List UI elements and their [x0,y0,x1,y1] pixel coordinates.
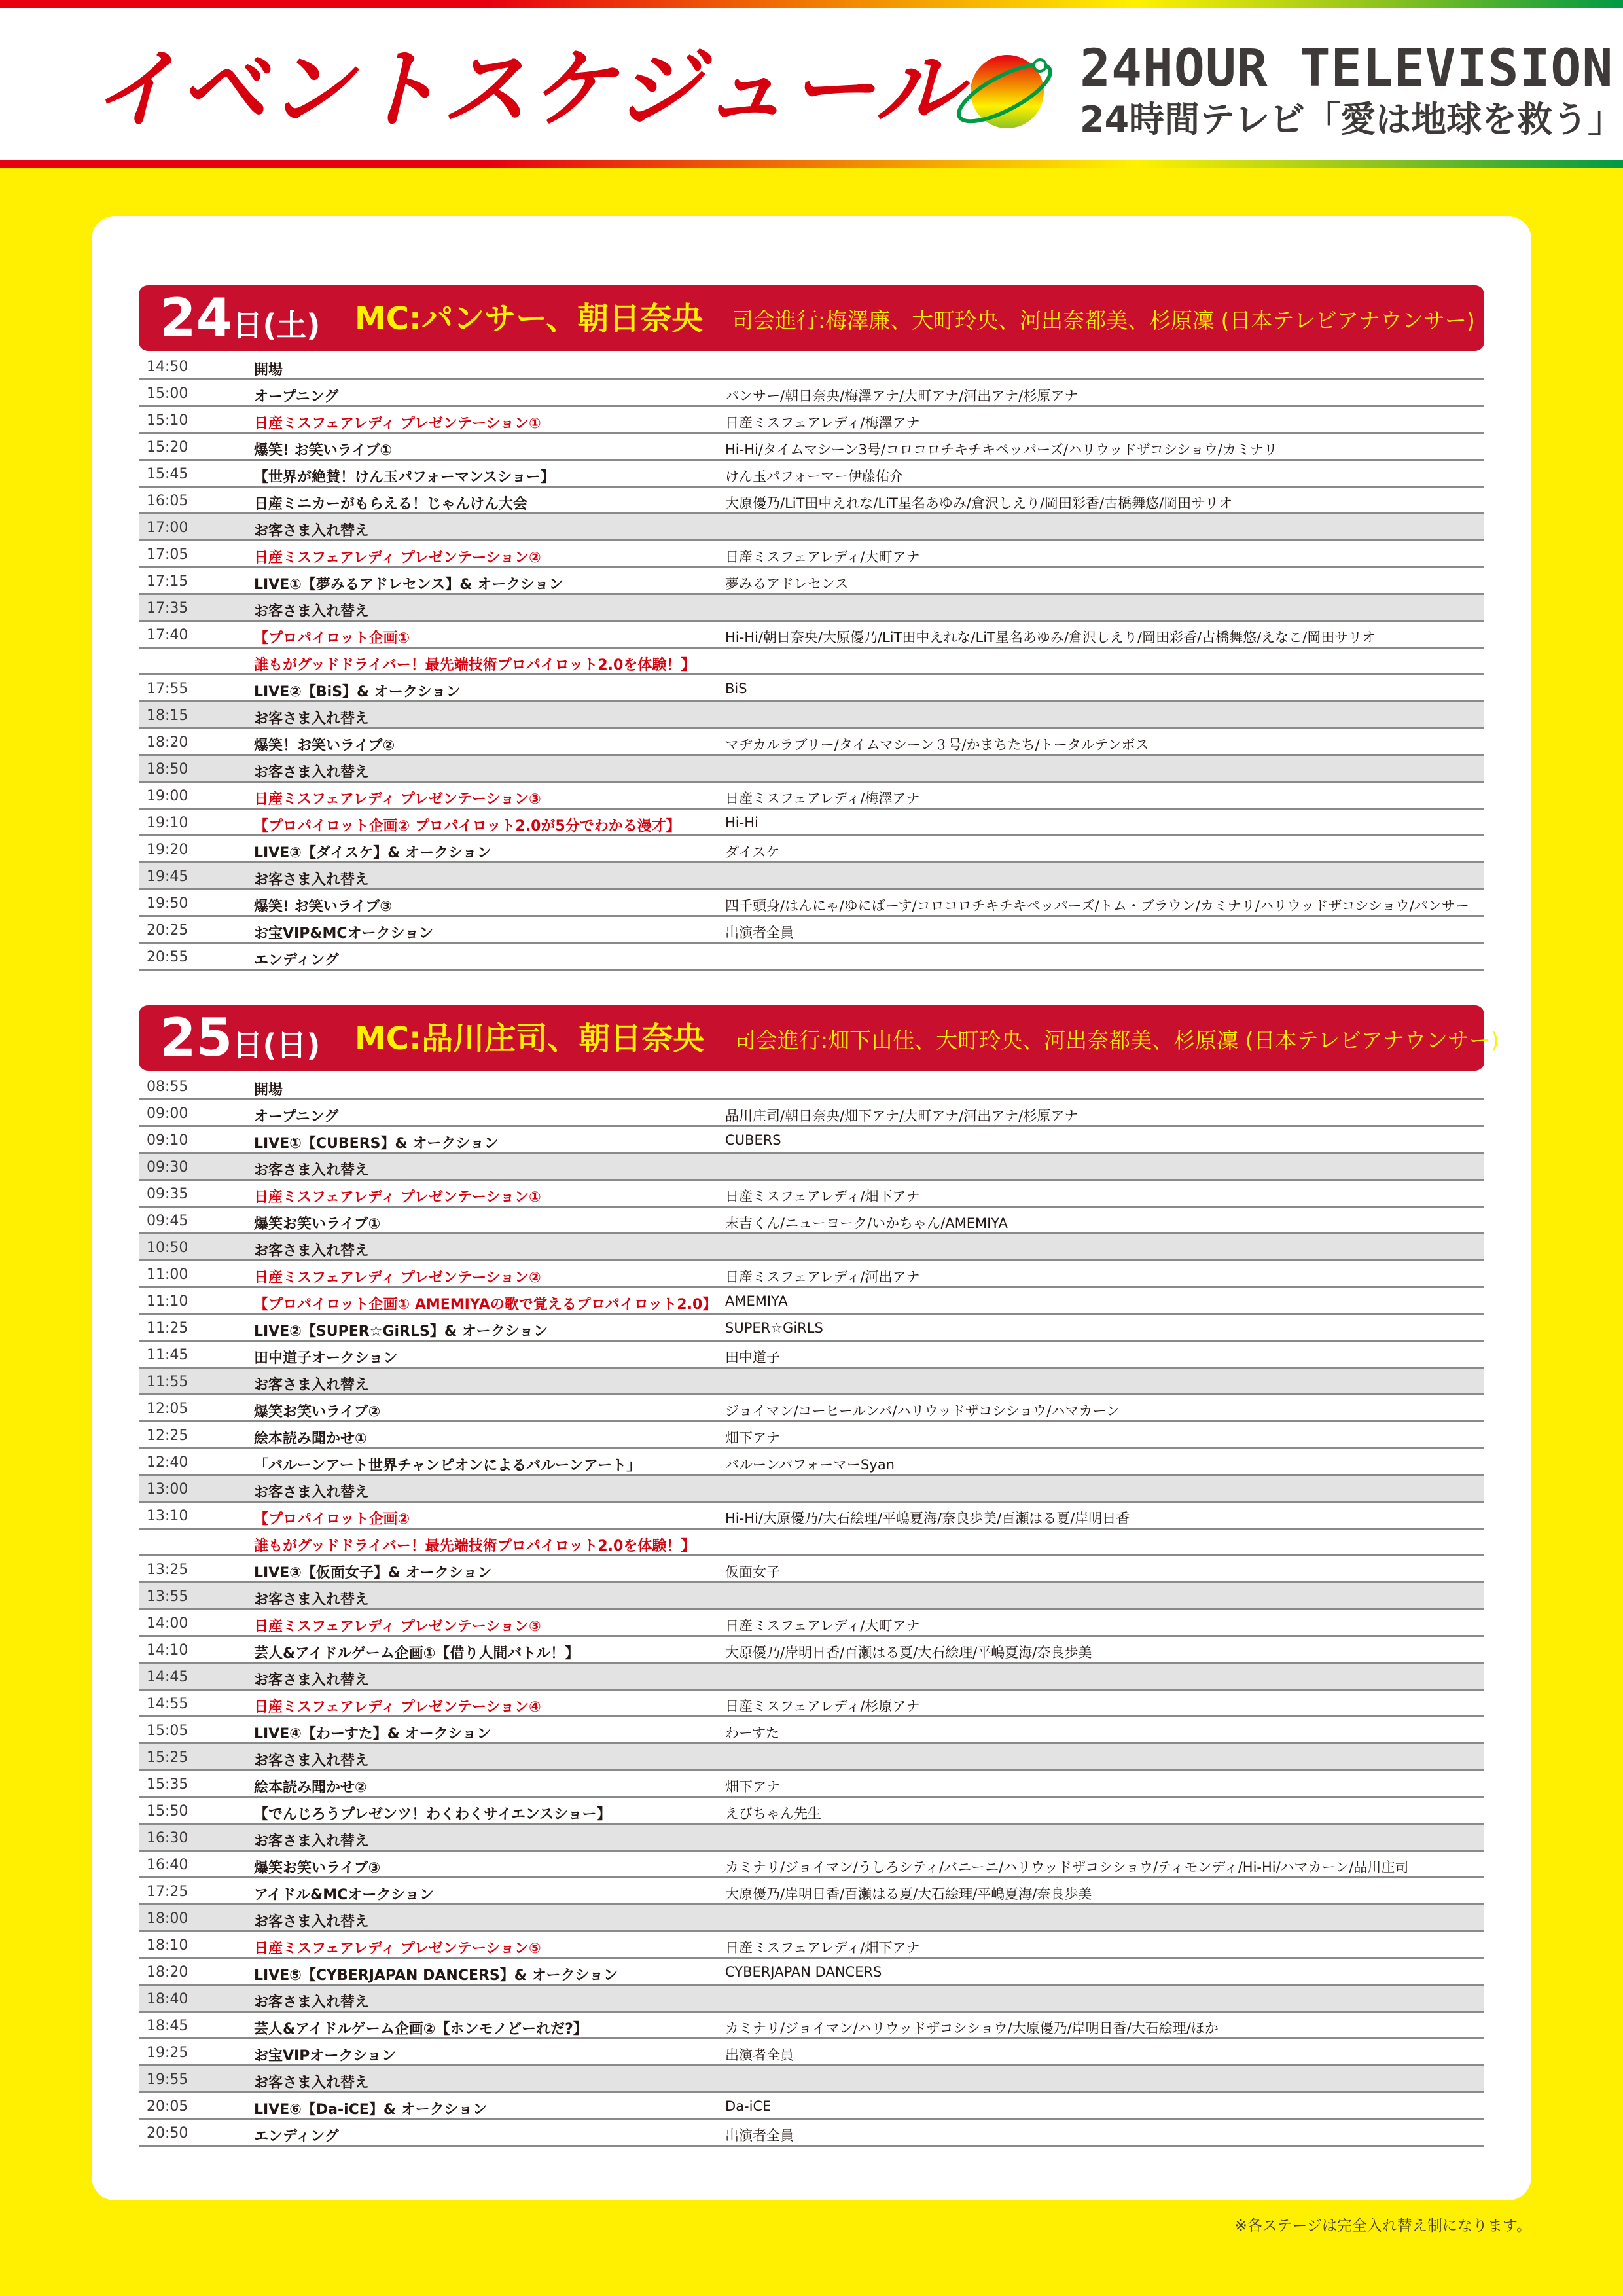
row-time: 12:25 [147,1427,188,1444]
row-program: お客さま入れ替え [254,603,370,620]
row-time: 20:05 [147,2098,188,2115]
date-label [160,288,320,355]
row-program: 開場 [254,1082,283,1098]
table-row [139,649,1484,675]
table-row [139,1503,1484,1530]
row-cast: 日産ミスフェアレディ/大町アナ [725,549,920,565]
row-cast: SUPER☆GiRLS [725,1320,823,1336]
table-row [139,1825,1484,1852]
row-program: 田中道子オークション [254,1350,398,1367]
table-row [139,1905,1484,1932]
row-cast: えびちゃん先生 [725,1806,821,1821]
table-row [139,1369,1484,1395]
row-program: お客さま入れ替え [254,1484,370,1501]
page-title: イベントスケジュール [92,39,963,140]
row-time: 18:40 [147,1991,188,2007]
row-program: LIVE②【BiS】& オークション [254,684,461,700]
table-row [139,1637,1484,1664]
table-row [139,1208,1484,1234]
footer-note: ※各ステージは完全入れ替え制になります。 [1234,2217,1531,2234]
row-cast: Da-iCE [725,2098,772,2114]
row-time: 18:15 [147,708,188,724]
brand-block [1080,39,1623,143]
row-program: 芸人&アイドルゲーム企画①【借り人間バトル！】 [254,1645,579,1662]
table-row [139,702,1484,729]
row-cast: 大原優乃/岸明日香/百瀬はる夏/大石絵理/平嶋夏海/奈良歩美 [725,1886,1092,1902]
row-cast: 仮面女子 [725,1564,780,1580]
row-program: エンディング [254,952,339,969]
row-program: お客さま入れ替え [254,1592,370,1608]
row-time: 18:20 [147,1964,188,1981]
table-row [139,917,1484,944]
row-program: LIVE③【ダイスケ】& オークション [254,845,491,861]
row-cast: 日産ミスフェアレディ/畑下アナ [725,1189,920,1204]
row-time: 17:05 [147,547,188,563]
row-cast: Hi-Hi/朝日奈央/大原優乃/LiT田中えれな/LiT星名あゆみ/倉沢しえり/岡田彩香/古橋舞悠/えなこ/岡田サリオ [725,630,1376,645]
row-time: 18:50 [147,761,188,778]
schedule-table [139,1073,1484,2147]
row-time: 17:35 [147,600,188,617]
row-time: 15:10 [147,412,188,429]
table-row [139,514,1484,541]
row-program: お客さま入れ替え [254,1994,370,2011]
row-time: 10:50 [147,1240,188,1256]
row-time: 11:25 [147,1320,188,1336]
row-program: 日産ミニカーがもらえる！じゃんけん大会 [254,496,528,512]
row-program: 開場 [254,362,283,378]
brand-english: 24HOUR TELEVISION [1080,39,1614,98]
table-row [139,407,1484,434]
row-cast: 大原優乃/LiT田中えれな/LiT星名あゆみ/倉沢しえり/岡田彩香/古橋舞悠/岡田サリオ [725,495,1232,511]
row-cast: Hi-Hi/大原優乃/大石絵理/平嶋夏海/奈良歩美/百瀬はる夏/岸明日香 [725,1511,1130,1526]
mc-label: MC:パンサー、朝日奈央 [355,300,704,337]
row-time: 15:25 [147,1749,188,1766]
date-label [160,1008,320,1075]
row-program: LIVE⑥【Da-iCE】& オークション [254,2102,488,2118]
row-time: 11:55 [147,1374,188,1390]
row-time: 14:55 [147,1696,188,1712]
row-time: 13:55 [147,1588,188,1605]
row-program: 日産ミスフェアレディ プレゼンテーション④ [254,1699,541,1715]
schedule-table [139,353,1484,971]
row-time: 19:25 [147,2045,188,2061]
row-cast: Hi-Hi [725,815,758,831]
mc-label: MC:品川庄司、朝日奈央 [355,1020,705,1057]
row-time: 17:40 [147,627,188,643]
day-header [139,285,1484,351]
table-row [139,1181,1484,1208]
row-program: 絵本読み聞かせ① [254,1431,367,1447]
table-row [139,622,1484,649]
row-time: 17:15 [147,573,188,590]
earth-logo-icon [952,46,1057,137]
row-program: 日産ミスフェアレディ プレゼンテーション② [254,1270,541,1286]
row-program: 日産ミスフェアレディ プレゼンテーション① [254,416,541,432]
table-row [139,1395,1484,1422]
row-cast: 出演者全員 [725,2047,794,2063]
row-time: 13:10 [147,1508,188,1524]
row-cast: 日産ミスフェアレディ/梅澤アナ [725,791,920,806]
row-program: お宝VIPオークション [254,2048,396,2064]
row-time: 19:20 [147,842,188,858]
row-program: お客さま入れ替え [254,1243,370,1259]
brand-japanese: 24時間テレビ「愛は地球を救う」 [1080,99,1623,140]
date-number: 24 [160,287,233,348]
day-header [139,1005,1499,1071]
row-program: 【プロパイロット企画② プロパイロット2.0が5分でわかる漫才】 [254,818,681,834]
table-row [139,1932,1484,1959]
row-program: オープニング [254,389,339,405]
row-program: LIVE③【仮面女子】& オークション [254,1565,492,1581]
page-header [0,8,1623,160]
header-rainbow-stripe [0,160,1623,168]
row-cast: わーすた [725,1725,779,1741]
row-cast: 日産ミスフェアレディ/杉原アナ [725,1698,920,1714]
table-row [139,1315,1484,1342]
row-program: 日産ミスフェアレディ プレゼンテーション③ [254,791,541,808]
table-row [139,1530,1484,1556]
row-program: お客さま入れ替え [254,711,370,727]
row-cast: CUBERS [725,1132,781,1148]
row-cast: 四千頭身/はんにゃ/ゆにばーす/コロコロチキチキペッパーズ/トム・ブラウン/カミナリ/ハリウッドザコシショウ/パンサー [725,898,1469,914]
row-time: 16:30 [147,1830,188,1846]
row-program: 誰もがグッドドライバー！最先端技術プロパイロット2.0を体験！】 [254,657,696,673]
row-time: 20:55 [147,949,188,965]
date-weekday: 日(日) [232,1028,321,1063]
date-number: 25 [160,1007,233,1068]
table-row [139,836,1484,863]
table-row [139,380,1484,407]
table-row [139,1610,1484,1637]
table-row [139,2066,1484,2093]
table-row [139,1288,1484,1315]
row-cast: 日産ミスフェアレディ/畑下アナ [725,1940,920,1956]
host-label: 司会進行:畑下由佳、大町玲央、河出奈都美、杉原凜 (日本テレビアナウンサー) [734,1028,1499,1053]
table-row [139,595,1484,622]
table-row [139,890,1484,917]
row-program: 【プロパイロット企画② [254,1511,410,1528]
row-cast: 末吉くん/ニューヨーク/いかちゃん/AMEMIYA [725,1215,1008,1231]
row-time: 15:05 [147,1723,188,1739]
row-time: 14:00 [147,1615,188,1632]
table-row [139,1449,1484,1476]
row-time: 15:35 [147,1776,188,1793]
table-row [139,1422,1484,1449]
top-rainbow-stripe [0,0,1623,8]
table-row [139,541,1484,568]
row-cast: 日産ミスフェアレディ/大町アナ [725,1618,920,1634]
row-cast: AMEMIYA [725,1293,788,1309]
table-row [139,1261,1484,1288]
table-row [139,810,1484,836]
table-row [139,729,1484,756]
table-row [139,568,1484,595]
row-time: 17:55 [147,681,188,697]
row-cast: CYBERJAPAN DANCERS [725,1964,882,1980]
row-program: オープニング [254,1109,339,1125]
table-row [139,1691,1484,1717]
table-row [139,1234,1484,1261]
row-time: 11:45 [147,1347,188,1363]
row-cast: カミナリ/ジョイマン/ハリウッドザコシショウ/大原優乃/岸明日香/大石絵理/ほか [725,2020,1219,2036]
table-row [139,1583,1484,1610]
row-time: 12:40 [147,1454,188,1471]
row-time: 09:00 [147,1105,188,1122]
table-row [139,1476,1484,1503]
table-row [139,944,1484,971]
row-time: 16:40 [147,1857,188,1873]
row-time: 19:50 [147,895,188,912]
row-program: 爆笑! お笑いライブ③ [254,899,392,915]
row-program: お客さま入れ替え [254,1672,370,1689]
row-time: 17:00 [147,520,188,536]
row-program: お客さま入れ替え [254,523,370,539]
host-label: 司会進行:梅澤廉、大町玲央、河出奈都美、杉原凜 (日本テレビアナウンサー) [732,308,1475,333]
row-program: お客さま入れ替え [254,1753,370,1769]
table-row [139,1986,1484,2013]
day-section-25 [139,1005,1499,2147]
row-program: 【世界が絶賛！けん玉パフォーマンスショー】 [254,469,555,486]
row-program: エンディング [254,2128,339,2145]
table-row [139,1959,1484,1986]
table-row [139,353,1484,380]
row-time: 18:45 [147,2018,188,2034]
row-cast: 日産ミスフェアレディ/梅澤アナ [725,415,920,431]
row-cast: 畑下アナ [725,1779,780,1795]
table-row [139,1556,1484,1583]
row-cast: BiS [725,681,747,696]
row-cast: 出演者全員 [725,925,794,941]
table-row [139,1798,1484,1825]
row-program: お客さま入れ替え [254,1162,370,1179]
row-time: 09:35 [147,1186,188,1202]
row-time: 09:45 [147,1213,188,1229]
row-time: 19:45 [147,869,188,885]
row-cast: 田中道子 [725,1350,780,1365]
row-time: 09:30 [147,1159,188,1175]
table-row [139,488,1484,514]
row-cast: ジョイマン/コーヒールンバ/ハリウッドザコシショウ/ハマカーン [725,1403,1120,1419]
row-program: 爆笑お笑いライブ② [254,1404,381,1420]
row-program: 【でんじろうプレゼンツ！わくわくサイエンスショー】 [254,1806,611,1823]
row-program: LIVE②【SUPER☆GiRLS】& オークション [254,1323,548,1340]
row-program: お宝VIP&MCオークション [254,925,434,942]
row-program: 芸人&アイドルゲーム企画②【ホンモノどーれだ?】 [254,2021,588,2037]
table-row [139,1664,1484,1691]
table-row [139,1771,1484,1798]
row-cast: 夢みるアドレセンス [725,576,849,592]
row-program: 日産ミスフェアレディ プレゼンテーション① [254,1189,541,1206]
row-program: お客さま入れ替え [254,872,370,888]
row-time: 08:55 [147,1079,188,1095]
row-time: 11:10 [147,1293,188,1310]
table-row [139,2120,1484,2147]
row-program: 絵本読み聞かせ② [254,1780,367,1796]
table-row [139,1342,1484,1369]
row-time: 13:00 [147,1481,188,1498]
row-time: 13:25 [147,1562,188,1578]
table-row [139,1852,1484,1878]
row-program: LIVE①【CUBERS】& オークション [254,1136,499,1152]
table-row [139,1127,1484,1154]
row-time: 19:55 [147,2072,188,2088]
table-row [139,783,1484,810]
row-program: お客さま入れ替え [254,764,370,781]
table-row [139,1717,1484,1744]
row-program: 誰もがグッドドライバー！最先端技術プロパイロット2.0を体験！】 [254,1538,696,1554]
row-program: 日産ミスフェアレディ プレゼンテーション⑤ [254,1941,541,1957]
row-time: 11:00 [147,1266,188,1283]
row-cast: 品川庄司/朝日奈央/畑下アナ/大町アナ/河出アナ/杉原アナ [725,1108,1079,1124]
row-program: LIVE⑤【CYBERJAPAN DANCERS】& オークション [254,1967,618,1984]
row-cast: 出演者全員 [725,2128,794,2144]
row-time: 20:25 [147,922,188,939]
row-time: 19:00 [147,788,188,804]
row-cast: マヂカルラブリー/タイムマシーン３号/かまちたち/トータルテンボス [725,737,1149,753]
row-time: 14:45 [147,1669,188,1685]
table-row [139,756,1484,783]
row-time: 14:10 [147,1642,188,1659]
table-row [139,1154,1484,1181]
row-time: 12:05 [147,1401,188,1417]
table-row [139,2013,1484,2039]
table-row [139,2039,1484,2066]
row-time: 18:10 [147,1937,188,1954]
row-cast: 大原優乃/岸明日香/百瀬はる夏/大石絵理/平嶋夏海/奈良歩美 [725,1645,1092,1660]
row-cast: 畑下アナ [725,1430,780,1446]
row-cast: Hi-Hi/タイムマシーン3号/コロコロチキチキペッパーズ/ハリウッドザコシショウ/カミナリ [725,442,1277,457]
row-cast: ダイスケ [725,844,780,860]
row-program: 日産ミスフェアレディ プレゼンテーション② [254,550,541,566]
row-program: 【プロパイロット企画① AMEMIYAの歌で覚えるプロパイロット2.0】 [254,1297,717,1313]
row-cast: バルーンパフォーマーSyan [725,1457,895,1473]
table-row [139,1100,1484,1127]
row-time: 15:45 [147,466,188,482]
table-row [139,863,1484,890]
row-program: お客さま入れ替え [254,1833,370,1850]
row-time: 16:05 [147,493,188,509]
row-time: 20:50 [147,2125,188,2142]
table-row [139,461,1484,488]
row-cast: けん玉パフォーマー伊藤佑介 [725,469,903,484]
row-program: 爆笑お笑いライブ③ [254,1860,381,1876]
row-time: 17:25 [147,1884,188,1900]
schedule-panel [92,216,1531,2200]
row-program: 「バルーンアート世界チャンピオンによるバルーンアート」 [254,1458,641,1474]
table-row [139,1878,1484,1905]
row-program: LIVE①【夢みるアドレセンス】& オークション [254,577,563,593]
row-program: お客さま入れ替え [254,1914,370,1930]
table-row [139,1073,1484,1100]
day-section-24 [139,285,1484,971]
table-row [139,1744,1484,1771]
row-program: アイドル&MCオークション [254,1887,434,1903]
row-time: 15:00 [147,386,188,402]
row-cast: 日産ミスフェアレディ/河出アナ [725,1269,920,1285]
row-program: 【プロパイロット企画① [254,630,410,647]
row-time: 15:20 [147,439,188,456]
date-weekday: 日(土) [232,308,321,343]
row-time: 09:10 [147,1132,188,1149]
row-cast: パンサー/朝日奈央/梅澤アナ/大町アナ/河出アナ/杉原アナ [725,388,1079,404]
row-program: 日産ミスフェアレディ プレゼンテーション③ [254,1619,541,1635]
row-time: 14:50 [147,359,188,375]
row-program: 爆笑お笑いライブ① [254,1216,381,1232]
row-cast: カミナリ/ジョイマン/うしろシティ/バニーニ/ハリウッドザコシショウ/ティモンディ/Hi-Hi/ハマカーン/品川庄司 [725,1859,1409,1875]
table-row [139,675,1484,702]
row-time: 19:10 [147,815,188,831]
row-time: 15:50 [147,1803,188,1820]
row-program: LIVE④【わーすた】& オークション [254,1726,491,1742]
row-program: お客さま入れ替え [254,1377,370,1393]
table-row [139,2093,1484,2120]
row-time: 18:00 [147,1910,188,1927]
row-time: 18:20 [147,734,188,751]
table-row [139,434,1484,461]
row-program: お客さま入れ替え [254,2075,370,2091]
row-program: 爆笑！お笑いライブ② [254,738,395,754]
row-program: 爆笑! お笑いライブ① [254,442,392,459]
